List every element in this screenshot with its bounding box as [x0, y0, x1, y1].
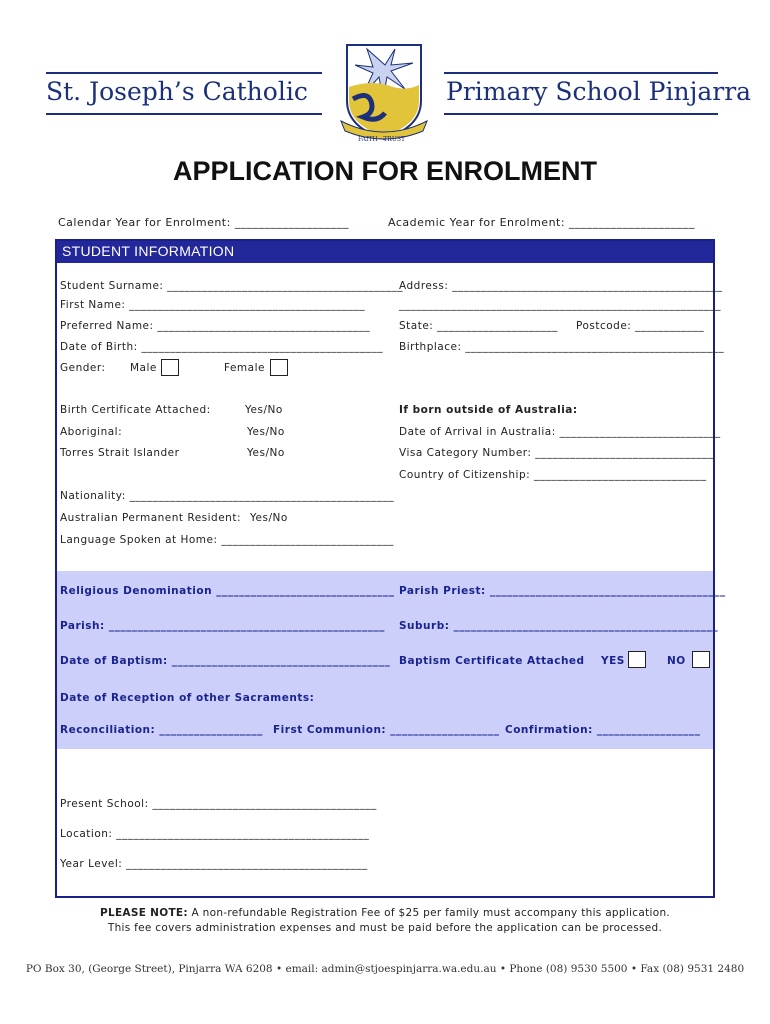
citizenship-field[interactable]: Country of Citizenship: ______________________________: [399, 469, 707, 481]
first-communion-field[interactable]: First Communion: ___________________: [273, 724, 500, 736]
fee-note-line2: This fee covers administration expenses and must be paid before the application can be processed.: [107, 922, 663, 934]
fee-note-line1: [0, 907, 770, 919]
reconciliation-field[interactable]: Reconciliation: __________________: [60, 724, 263, 736]
preferred-name-field[interactable]: Preferred Name: _____________________________________: [60, 320, 371, 332]
present-school-field[interactable]: Present School: _______________________________________: [60, 798, 377, 810]
calendar-year-field[interactable]: Calendar Year for Enrolment: ___________________: [58, 216, 349, 229]
gender-label: Gender:: [60, 362, 106, 374]
baptism-cert-label: Baptism Certificate Attached: [399, 655, 585, 667]
school-name-left: St. Joseph’s Catholic: [46, 77, 308, 106]
male-checkbox[interactable]: [161, 359, 179, 376]
header-rule-left-top: [46, 72, 322, 74]
suburb-field[interactable]: Suburb: ______________________________________________: [399, 620, 719, 632]
first-name-field[interactable]: First Name: _________________________________________: [60, 299, 366, 311]
page-title: APPLICATION FOR ENROLMENT: [173, 156, 597, 186]
sacraments-heading: Date of Reception of other Sacraments:: [60, 692, 315, 704]
parish-priest-field[interactable]: Parish Priest: _________________________________________: [399, 585, 726, 597]
section-header: [57, 241, 713, 263]
female-checkbox[interactable]: [270, 359, 288, 376]
language-field[interactable]: Language Spoken at Home: ______________________________: [60, 534, 394, 546]
year-level-field[interactable]: Year Level: __________________________________________: [60, 858, 368, 870]
header-rule-right-bottom: [444, 113, 718, 115]
footer-contact: PO Box 30, (George Street), Pinjarra WA 6208 • email: admin@stjoespinjarra.wa.edu.au • Phone (08) 9530 5500 • Fax (08) 9531 2480: [25, 963, 745, 975]
baptism-no-label: NO: [667, 655, 686, 667]
aboriginal-label: Aboriginal:: [60, 426, 123, 438]
baptism-no-checkbox[interactable]: [692, 651, 710, 668]
birthplace-field[interactable]: Birthplace: _____________________________________________: [399, 341, 725, 353]
female-label: Female: [224, 362, 265, 374]
academic-year-field[interactable]: Academic Year for Enrolment: _____________________: [388, 216, 696, 229]
school-name-right: Primary School Pinjarra: [446, 77, 752, 106]
denomination-field[interactable]: Religious Denomination _______________________________: [60, 585, 395, 597]
arrival-date-field[interactable]: Date of Arrival in Australia: ____________________________: [399, 426, 721, 438]
student-surname-field[interactable]: Student Surname: _________________________________________: [60, 280, 404, 292]
section-heading: STUDENT INFORMATION: [62, 243, 235, 259]
address-line2-field[interactable]: ________________________________________________________: [399, 299, 721, 311]
parish-field[interactable]: Parish: ________________________________________________: [60, 620, 385, 632]
aboriginal-yes-no[interactable]: Yes/No: [247, 426, 285, 438]
confirmation-field[interactable]: Confirmation: __________________: [505, 724, 701, 736]
permanent-resident-label: Australian Permanent Resident:: [60, 512, 241, 524]
birth-cert-yes-no[interactable]: Yes/No: [245, 404, 283, 416]
school-crest-icon: [333, 43, 435, 145]
header-rule-right-top: [444, 72, 718, 74]
torres-strait-label: Torres Strait Islander: [60, 447, 180, 459]
visa-field[interactable]: Visa Category Number: _______________________________: [399, 447, 714, 459]
baptism-yes-label: YES: [601, 655, 625, 667]
baptism-date-field[interactable]: Date of Baptism: ______________________________________: [60, 655, 391, 667]
address-field[interactable]: Address: _______________________________________________: [399, 280, 723, 292]
permanent-resident-yes-no[interactable]: Yes/No: [250, 512, 288, 524]
location-field[interactable]: Location: ____________________________________________: [60, 828, 370, 840]
crest-motto: FAITH · TRUST: [358, 136, 405, 143]
baptism-yes-checkbox[interactable]: [628, 651, 646, 668]
torres-strait-yes-no[interactable]: Yes/No: [247, 447, 285, 459]
nationality-field[interactable]: Nationality: ______________________________________________: [60, 490, 395, 502]
state-field[interactable]: State: _____________________: [399, 320, 558, 332]
header-rule-left-bottom: [46, 113, 322, 115]
birth-cert-label: Birth Certificate Attached:: [60, 404, 211, 416]
male-label: Male: [130, 362, 157, 374]
fee-note-text: A non-refundable Registration Fee of $25 per family must accompany this application.: [191, 907, 671, 919]
born-outside-heading: If born outside of Australia:: [399, 404, 578, 416]
please-note-label: PLEASE NOTE:: [99, 907, 188, 919]
dob-field[interactable]: Date of Birth: __________________________________________: [60, 341, 383, 353]
postcode-field[interactable]: Postcode: ____________: [576, 320, 705, 332]
